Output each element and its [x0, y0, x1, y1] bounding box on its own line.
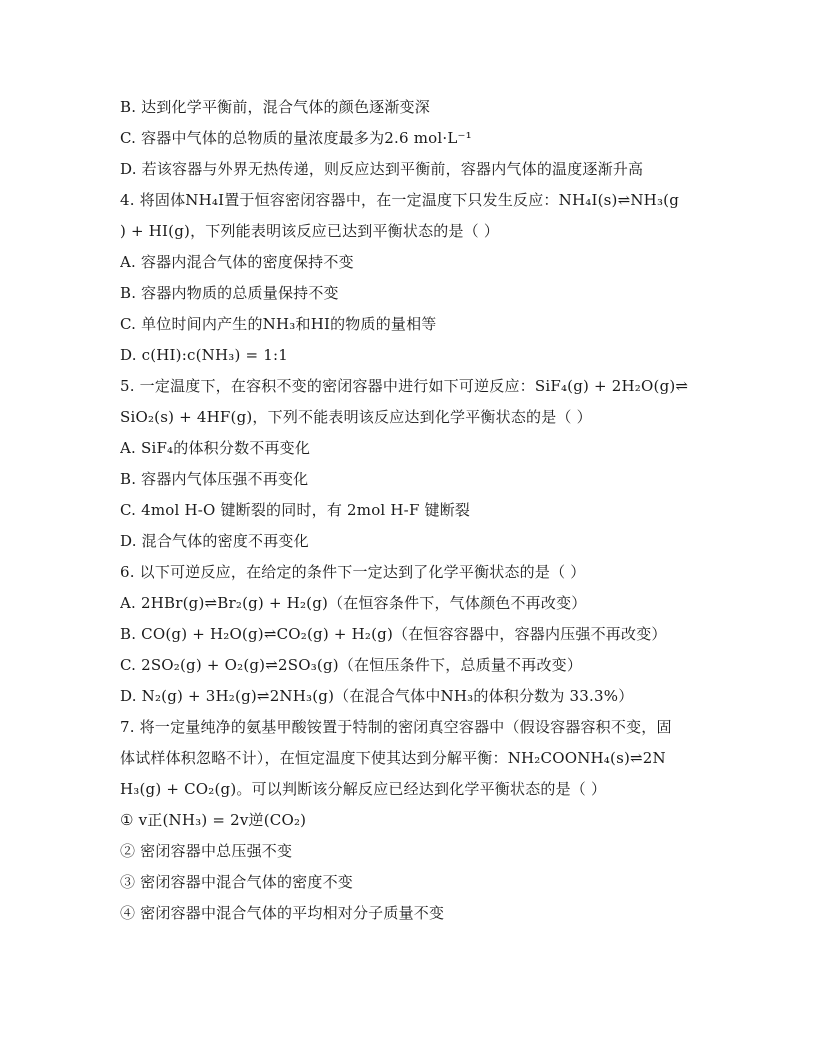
question-6-stem: 6. 以下可逆反应，在给定的条件下一定达到了化学平衡状态的是（ ） — [120, 563, 586, 581]
q7-item-3: ③ 密闭容器中混合气体的密度不变 — [120, 873, 353, 891]
q5-option-a: A. SiF₄的体积分数不再变化 — [120, 439, 311, 457]
q6-option-a: A. 2HBr(g)⇌Br₂(g) + H₂(g)（在恒容条件下，气体颜色不再改变） — [120, 594, 587, 612]
option-c-concentration: C. 容器中气体的总物质的量浓度最多为2.6 mol·L⁻¹ — [120, 129, 472, 147]
option-b-color: B. 达到化学平衡前，混合气体的颜色逐渐变深 — [120, 98, 430, 116]
question-4-stem: 4. 将固体NH₄I置于恒容密闭容器中，在一定温度下只发生反应：NH₄I(s)⇌NH₃(g — [120, 191, 680, 209]
q5-option-b: B. 容器内气体压强不再变化 — [120, 470, 309, 488]
q5-option-c: C. 4mol H-O 键断裂的同时，有 2mol H-F 键断裂 — [120, 501, 471, 519]
q6-option-c: C. 2SO₂(g) + O₂(g)⇌2SO₃(g)（在恒压条件下，总质量不再改变） — [120, 656, 583, 674]
question-4-stem-cont: ) + HI(g)，下列能表明该反应已达到平衡状态的是（ ） — [120, 222, 500, 240]
q7-item-2: ② 密闭容器中总压强不变 — [120, 842, 293, 860]
q4-option-a: A. 容器内混合气体的密度保持不变 — [120, 253, 354, 271]
question-5-stem-cont: SiO₂(s) + 4HF(g)，下列不能表明该反应达到化学平衡状态的是（ ） — [120, 408, 592, 426]
question-7-stem: 7. 将一定量纯净的氨基甲酸铵置于特制的密闭真空容器中（假设容器容积不变，固 — [120, 718, 672, 736]
q7-item-1: ① v正(NH₃) = 2v逆(CO₂) — [120, 811, 307, 829]
q4-option-c: C. 单位时间内产生的NH₃和HI的物质的量相等 — [120, 315, 437, 333]
q5-option-d: D. 混合气体的密度不再变化 — [120, 532, 309, 550]
q4-option-d: D. c(HI):c(NH₃) = 1:1 — [120, 346, 288, 364]
q6-option-b: B. CO(g) + H₂O(g)⇌CO₂(g) + H₂(g)（在恒容容器中，容器内压强不再改变） — [120, 625, 667, 643]
question-7-stem-cont: 体试样体积忽略不计），在恒定温度下使其达到分解平衡：NH₂COONH₄(s)⇌2N — [120, 749, 666, 767]
document-page — [120, 92, 700, 929]
q4-option-b: B. 容器内物质的总质量保持不变 — [120, 284, 339, 302]
q6-option-d: D. N₂(g) + 3H₂(g)⇌2NH₃(g)（在混合气体中NH₃的体积分数为 33.3%） — [120, 687, 634, 705]
question-5-stem: 5. 一定温度下，在容积不变的密闭容器中进行如下可逆反应：SiF₄(g) + 2H₂O(g)⇌ — [120, 377, 689, 395]
option-d-temperature: D. 若该容器与外界无热传递，则反应达到平衡前，容器内气体的温度逐渐升高 — [120, 160, 644, 178]
q7-item-4: ④ 密闭容器中混合气体的平均相对分子质量不变 — [120, 904, 445, 922]
question-7-stem-cont-2: H₃(g) + CO₂(g)。可以判断该分解反应已经达到化学平衡状态的是（ ） — [120, 780, 607, 798]
